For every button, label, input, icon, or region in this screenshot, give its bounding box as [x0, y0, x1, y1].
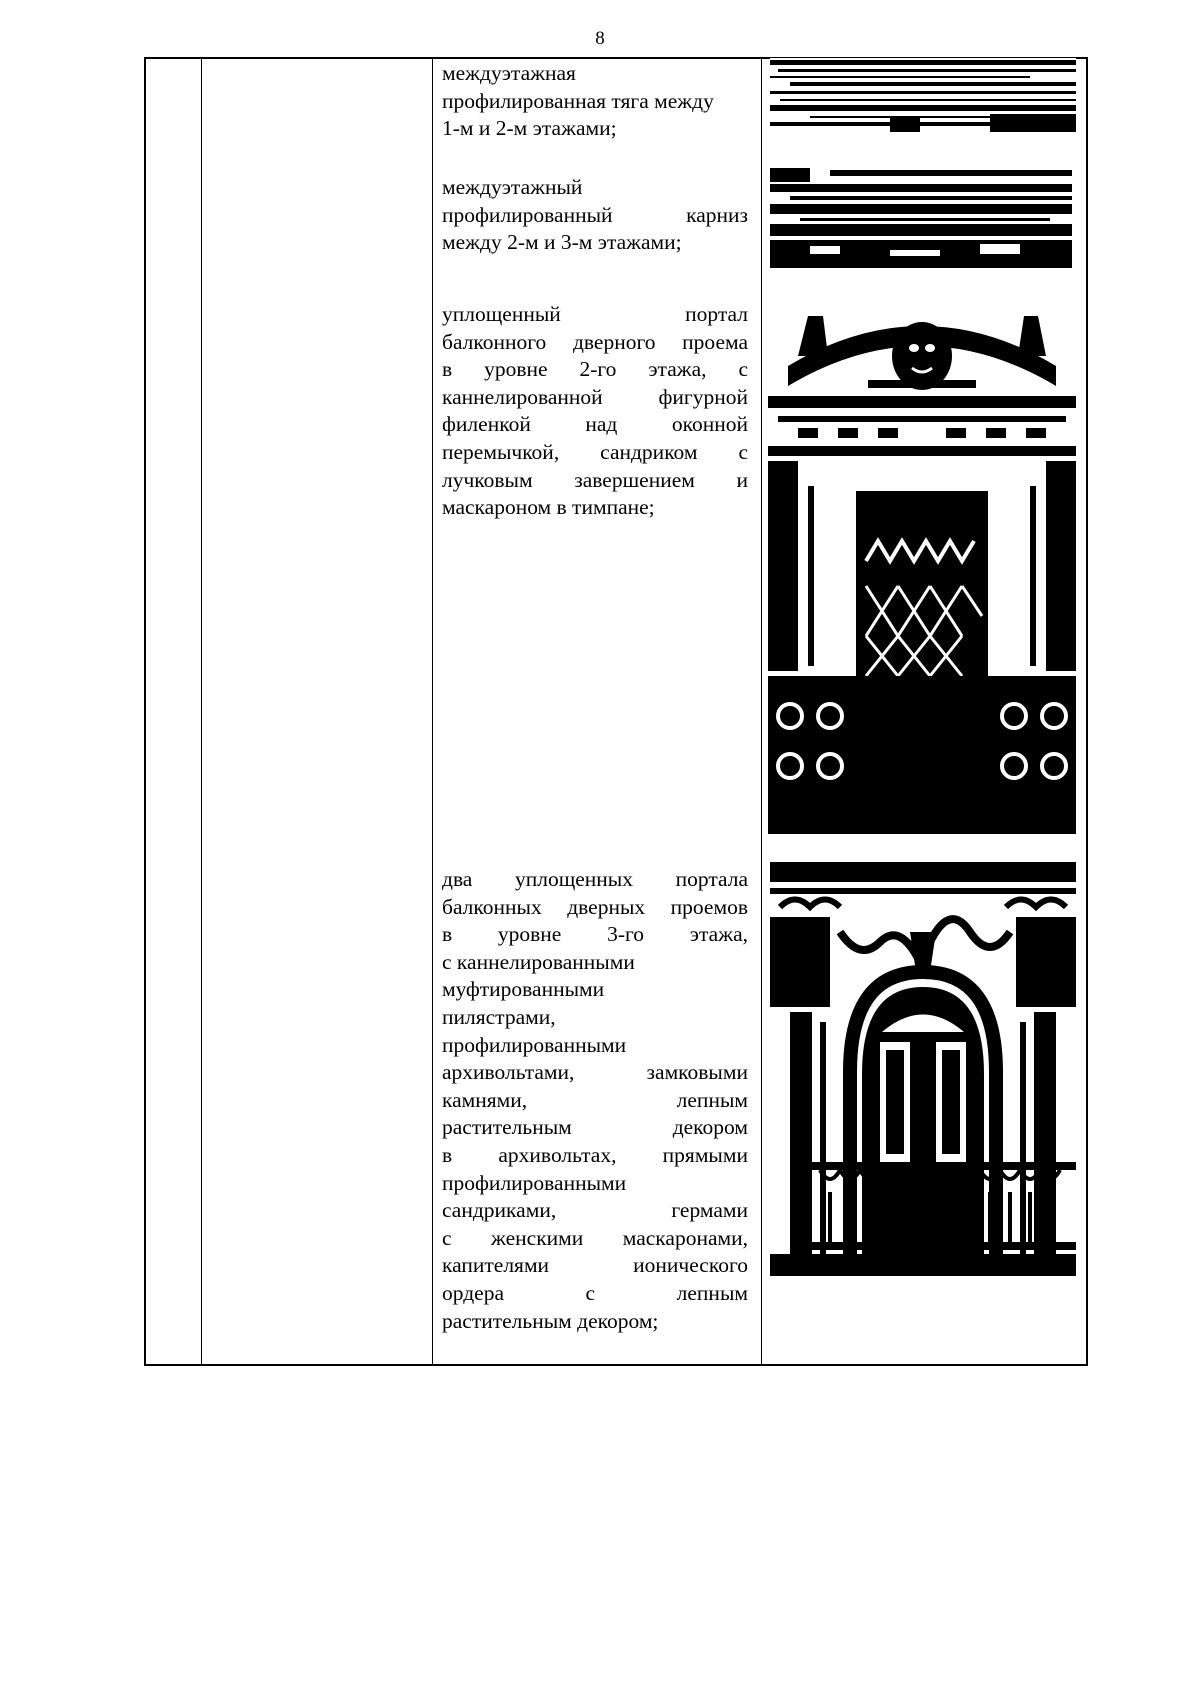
description-line: капителями ионического	[442, 1253, 748, 1278]
column-divider	[432, 59, 433, 1364]
description-line: междуэтажная	[442, 61, 576, 85]
page-number: 8	[595, 28, 605, 49]
description-line: филенкой над оконной	[442, 412, 748, 437]
description-line: междуэтажный	[442, 175, 583, 199]
description-line: в уровне 3-го этажа,	[442, 922, 748, 947]
description-line: лучковым завершением и	[442, 467, 748, 492]
column-divider	[201, 59, 202, 1364]
description-line: с женскими маскаронами,	[442, 1225, 748, 1250]
description-line: уплощенный портал	[442, 302, 748, 326]
description-line: профилированный карниз	[442, 202, 748, 227]
description-line: с каннелированными	[442, 949, 635, 974]
description-line: архивольтами, замковыми	[442, 1060, 748, 1085]
description-line: пилястрами,	[442, 1004, 556, 1029]
description-line: балконного дверного проема	[442, 329, 748, 354]
description-line: 1-м и 2-м этажами;	[442, 116, 617, 141]
description-line: перемычкой, сандриком с	[442, 439, 748, 464]
description-line: сандриками, гермами	[442, 1198, 748, 1223]
description-line: камнями, лепным	[442, 1087, 748, 1112]
description-line: муфтированными	[442, 977, 605, 1002]
description-line: маскароном в тимпане;	[442, 495, 655, 520]
description-line: растительным декором	[442, 1115, 748, 1140]
arched-portal-photo	[770, 862, 1076, 1276]
column-divider	[761, 59, 762, 1364]
description-line: каннелированной фигурной	[442, 384, 748, 409]
description-line: в уровне 2-го этажа, с	[442, 357, 748, 382]
description-line: ордера с лепным	[442, 1280, 748, 1305]
description-line: между 2-м и 3-м этажами;	[442, 230, 682, 255]
description-line: растительным декором;	[442, 1308, 659, 1333]
description-line: профилированными	[442, 1032, 627, 1057]
description-line: профилированная тяга между	[442, 88, 714, 113]
balcony-portal-photo	[768, 296, 1076, 834]
description-line: в архивольтах, прямыми	[442, 1142, 748, 1167]
item-description	[442, 174, 748, 257]
description-line: профилированными	[442, 1170, 627, 1195]
item-description	[442, 866, 748, 1335]
cornice-photo	[770, 58, 1076, 132]
description-line: балконных дверных проемов	[442, 894, 748, 919]
description-line: два уплощенных портала	[442, 867, 748, 891]
item-description	[442, 60, 748, 143]
cornice-photo	[770, 168, 1072, 268]
item-description	[442, 301, 748, 522]
